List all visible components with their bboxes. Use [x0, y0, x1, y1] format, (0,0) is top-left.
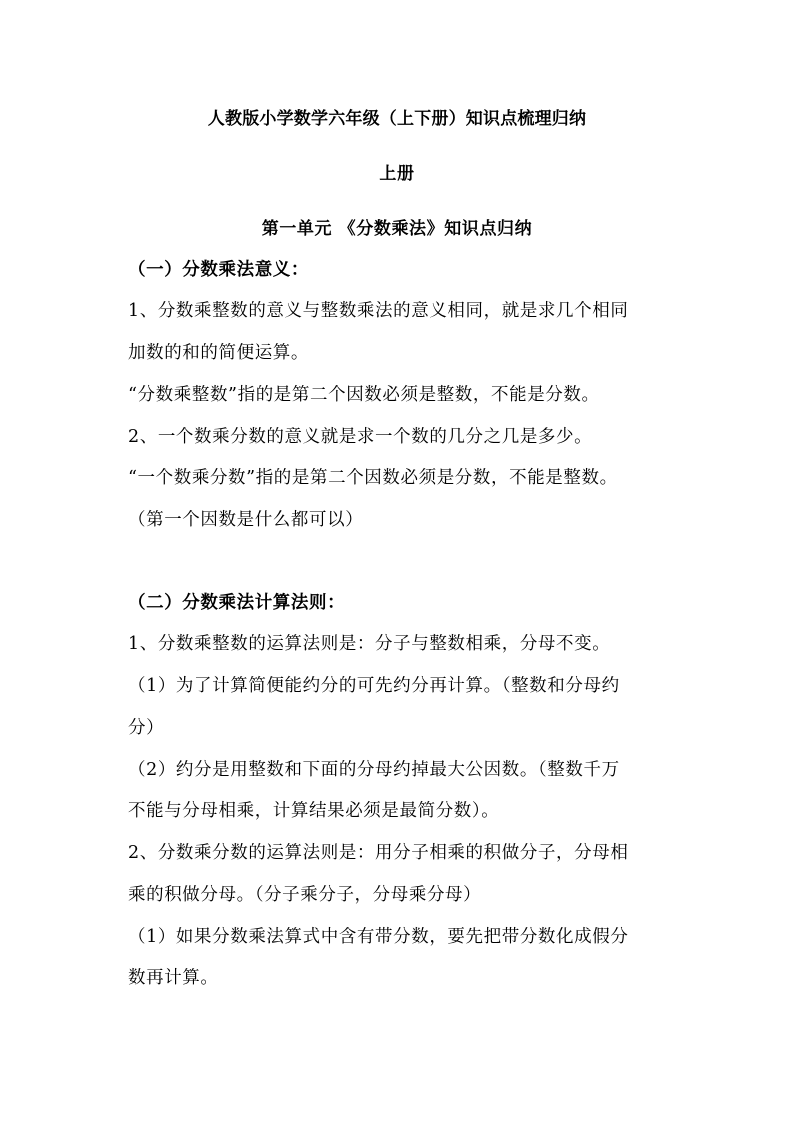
- section1-line: （第一个因数是什么都可以）: [128, 510, 364, 530]
- section1-line: 2、一个数乘分数的意义就是求一个数的几分之几是多少。: [128, 427, 593, 447]
- section2-line: （1）为了计算简便能约分的可先约分再计算。（整数和分母约: [128, 676, 620, 696]
- section1-line: 加数的和的简便运算。: [128, 343, 309, 363]
- document-title: 人教版小学数学六年级（上下册）知识点梳理归纳: [207, 109, 587, 129]
- section2-heading: （二）分数乘法计算法则：: [128, 593, 346, 613]
- unit-title: 第一单元 《分数乘法》知识点归纳: [261, 219, 533, 239]
- section2-line: （2）约分是用整数和下面的分母约掉最大公因数。（整数千万: [128, 760, 620, 780]
- volume-heading: 上册: [379, 164, 415, 184]
- section2-line: 不能与分母相乘，计算结果必须是最简分数）。: [128, 801, 500, 821]
- section2-line: 数再计算。: [128, 968, 219, 988]
- section1-line: “一个数乘分数”指的是第二个因数必须是分数，不能是整数。: [128, 468, 618, 488]
- section1-line: 1、分数乘整数的意义与整数乘法的意义相同，就是求几个相同: [128, 301, 629, 321]
- section2-line: 2、分数乘分数的运算法则是：用分子相乘的积做分子，分母相: [128, 843, 629, 863]
- section1-line: “分数乘整数”指的是第二个因数必须是整数，不能是分数。: [128, 385, 600, 405]
- section2-line: 乘的积做分母。（分子乘分子，分母乘分母）: [128, 885, 482, 905]
- section1-heading: （一）分数乘法意义：: [128, 260, 309, 280]
- section2-line: 分）: [128, 718, 165, 738]
- section2-line: （1）如果分数乘法算式中含有带分数，要先把带分数化成假分: [128, 927, 629, 947]
- section2-line: 1、分数乘整数的运算法则是：分子与整数相乘，分母不变。: [128, 634, 611, 654]
